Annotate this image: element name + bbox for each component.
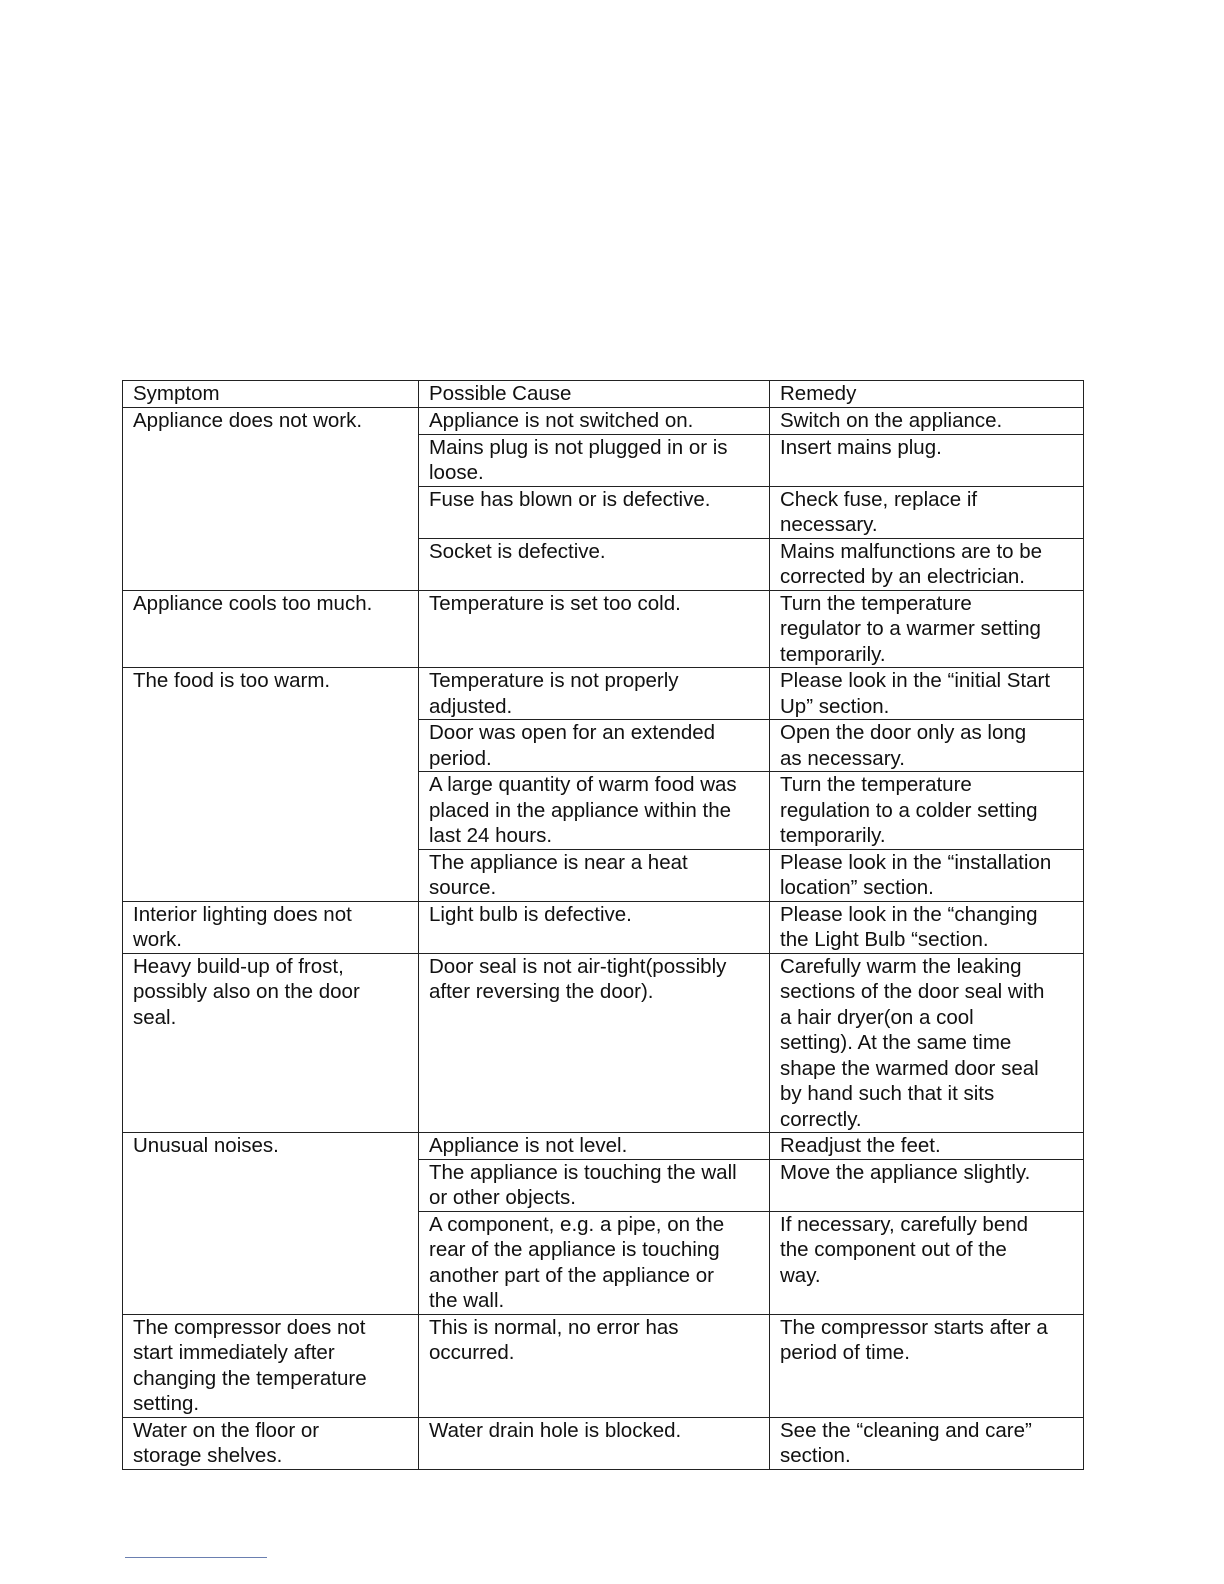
symptom-cell: The compressor does not start immediately after changing the temperature setting.	[123, 1314, 419, 1417]
table-row	[123, 953, 1084, 1133]
symptom-cell: Heavy build-up of frost, possibly also on the door seal.	[123, 953, 419, 1133]
cause-cell: Mains plug is not plugged in or is loose.	[419, 434, 770, 486]
cause-cell: Door seal is not air-tight(possibly after reversing the door).	[419, 953, 770, 1133]
footnote-separator	[125, 1557, 267, 1558]
cause-cell: Appliance is not switched on.	[419, 408, 770, 435]
header-row	[123, 381, 1084, 408]
cause-cell: Water drain hole is blocked.	[419, 1417, 770, 1469]
cause-cell: The appliance is near a heat source.	[419, 849, 770, 901]
remedy-cell: Please look in the “installation location” section.	[770, 849, 1084, 901]
remedy-cell: Insert mains plug.	[770, 434, 1084, 486]
symptom-cell: Water on the floor or storage shelves.	[123, 1417, 419, 1469]
cause-cell: The appliance is touching the wall or other objects.	[419, 1159, 770, 1211]
remedy-cell: Turn the temperature regulation to a colder setting temporarily.	[770, 772, 1084, 850]
cause-cell: A component, e.g. a pipe, on the rear of the appliance is touching another part of the appliance or the wall.	[419, 1211, 770, 1314]
troubleshooting-table	[122, 380, 1084, 1470]
remedy-cell: Move the appliance slightly.	[770, 1159, 1084, 1211]
symptom-cell: Interior lighting does not work.	[123, 901, 419, 953]
table-row	[123, 408, 1084, 435]
cause-cell: A large quantity of warm food was placed in the appliance within the last 24 hours.	[419, 772, 770, 850]
remedy-cell: Switch on the appliance.	[770, 408, 1084, 435]
table-row	[123, 1314, 1084, 1417]
remedy-cell: See the “cleaning and care” section.	[770, 1417, 1084, 1469]
remedy-cell: Turn the temperature regulator to a warmer setting temporarily.	[770, 590, 1084, 668]
header-symptom: Symptom	[123, 381, 419, 408]
table-row	[123, 668, 1084, 720]
table-row	[123, 1133, 1084, 1160]
cause-cell: Light bulb is defective.	[419, 901, 770, 953]
cause-cell: Door was open for an extended period.	[419, 720, 770, 772]
cause-cell: This is normal, no error has occurred.	[419, 1314, 770, 1417]
remedy-cell: If necessary, carefully bend the component out of the way.	[770, 1211, 1084, 1314]
remedy-cell: Carefully warm the leaking sections of the door seal with a hair dryer(on a cool setting). At the same time shape the warmed door seal by hand such that it sits correctly.	[770, 953, 1084, 1133]
cause-cell: Temperature is set too cold.	[419, 590, 770, 668]
cause-cell: Temperature is not properly adjusted.	[419, 668, 770, 720]
symptom-cell: The food is too warm.	[123, 668, 419, 902]
table-row	[123, 901, 1084, 953]
symptom-cell: Unusual noises.	[123, 1133, 419, 1315]
symptom-cell: Appliance cools too much.	[123, 590, 419, 668]
remedy-cell: Check fuse, replace if necessary.	[770, 486, 1084, 538]
cause-cell: Fuse has blown or is defective.	[419, 486, 770, 538]
header-cause: Possible Cause	[419, 381, 770, 408]
cause-cell: Socket is defective.	[419, 538, 770, 590]
table-row	[123, 1417, 1084, 1469]
symptom-cell: Appliance does not work.	[123, 408, 419, 591]
remedy-cell: Open the door only as long as necessary.	[770, 720, 1084, 772]
remedy-cell: Mains malfunctions are to be corrected by an electrician.	[770, 538, 1084, 590]
remedy-cell: The compressor starts after a period of time.	[770, 1314, 1084, 1417]
remedy-cell: Readjust the feet.	[770, 1133, 1084, 1160]
header-remedy: Remedy	[770, 381, 1084, 408]
table-row	[123, 590, 1084, 668]
cause-cell: Appliance is not level.	[419, 1133, 770, 1160]
remedy-cell: Please look in the “initial Start Up” section.	[770, 668, 1084, 720]
remedy-cell: Please look in the “changing the Light Bulb “section.	[770, 901, 1084, 953]
